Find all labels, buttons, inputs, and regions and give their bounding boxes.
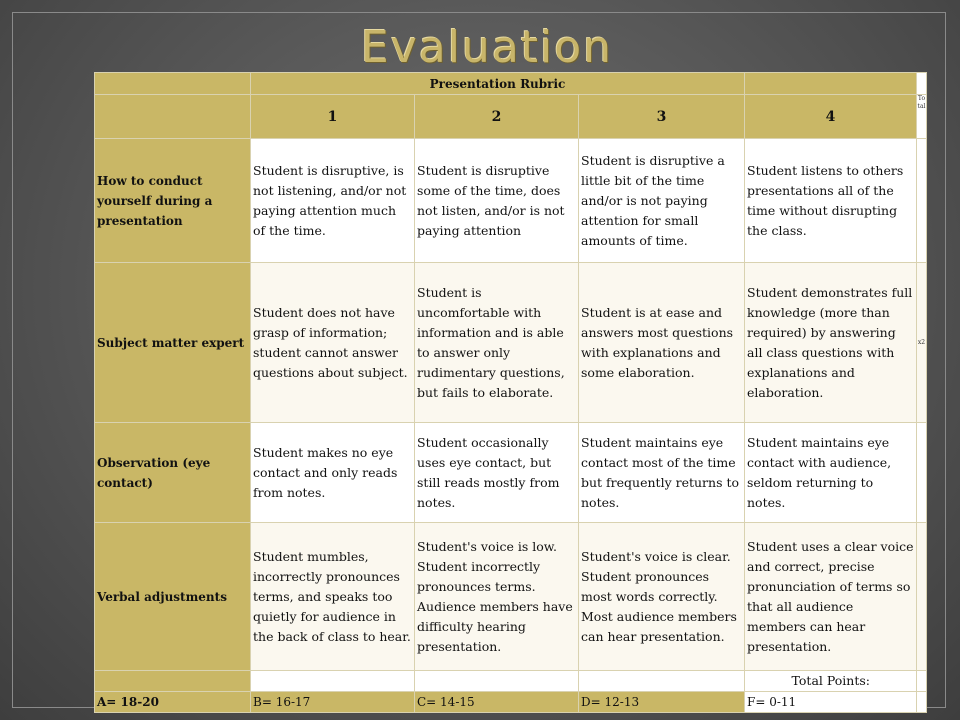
total-row-blank bbox=[415, 671, 579, 692]
rubric-cell: Student is disruptive some of the time, does not listen, and/or is not paying attention bbox=[415, 139, 579, 263]
total-points-value bbox=[917, 671, 927, 692]
rubric-cell: Student demonstrates full knowledge (more than required) by answering all class questions with explanations and elaboration. bbox=[745, 263, 917, 423]
total-row-label-cell bbox=[95, 671, 251, 692]
row-total-cell bbox=[917, 423, 927, 523]
level-header: 2 bbox=[415, 95, 579, 139]
row-total-cell bbox=[917, 139, 927, 263]
levels-corner-cell bbox=[95, 95, 251, 139]
rubric-cell: Student is disruptive, is not listening, and/or not paying attention much of the time. bbox=[251, 139, 415, 263]
grade-scale-b: B= 16-17 bbox=[251, 692, 415, 713]
rubric-cell: Student maintains eye contact most of the time but frequently returns to notes. bbox=[579, 423, 745, 523]
grade-scale-a: A= 18-20 bbox=[95, 692, 251, 713]
level-header: 3 bbox=[579, 95, 745, 139]
grade-scale-blank bbox=[917, 692, 927, 713]
rubric-table bbox=[94, 72, 927, 713]
header-blank-cell bbox=[745, 73, 917, 95]
total-row-blank bbox=[579, 671, 745, 692]
header-total-blank bbox=[917, 73, 927, 95]
criterion-label: How to conduct yourself during a presentation bbox=[95, 139, 251, 263]
rubric-cell: Student uses a clear voice and correct, precise pronunciation of terms so that all audience members can hear presentation. bbox=[745, 523, 917, 671]
rubric-cell: Student maintains eye contact with audience, seldom returning to notes. bbox=[745, 423, 917, 523]
rubric-cell: Student's voice is low. Student incorrectly pronounces terms. Audience members have difficulty hearing presentation. bbox=[415, 523, 579, 671]
criterion-label: Verbal adjustments bbox=[95, 523, 251, 671]
grade-scale-f: F= 0-11 bbox=[745, 692, 917, 713]
total-points-label: Total Points: bbox=[745, 671, 917, 692]
rubric-cell: Student listens to others presentations all of the time without disrupting the class. bbox=[745, 139, 917, 263]
slide-title: Evaluation bbox=[360, 22, 614, 73]
grade-scale-d: D= 12-13 bbox=[579, 692, 745, 713]
rubric-title: Presentation Rubric bbox=[251, 73, 745, 95]
total-row-blank bbox=[251, 671, 415, 692]
rubric-cell: Student mumbles, incorrectly pronounces terms, and speaks too quietly for audience in the back of class to hear. bbox=[251, 523, 415, 671]
rubric-cell: Student is at ease and answers most questions with explanations and some elaboration. bbox=[579, 263, 745, 423]
grade-scale-c: C= 14-15 bbox=[415, 692, 579, 713]
rubric-cell: Student does not have grasp of information; student cannot answer questions about subject. bbox=[251, 263, 415, 423]
level-header: 4 bbox=[745, 95, 917, 139]
criterion-label: Observation (eye contact) bbox=[95, 423, 251, 523]
rubric-cell: Student makes no eye contact and only reads from notes. bbox=[251, 423, 415, 523]
rubric-cell: Student is disruptive a little bit of the time and/or is not paying attention for small amounts of time. bbox=[579, 139, 745, 263]
row-total-cell: x2 bbox=[917, 263, 927, 423]
rubric-cell: Student is uncomfortable with information and is able to answer only rudimentary questions, but fails to elaborate. bbox=[415, 263, 579, 423]
header-corner-cell bbox=[95, 73, 251, 95]
criterion-label: Subject matter expert bbox=[95, 263, 251, 423]
rubric-cell: Student occasionally uses eye contact, but still reads mostly from notes. bbox=[415, 423, 579, 523]
level-header: 1 bbox=[251, 95, 415, 139]
row-total-cell bbox=[917, 523, 927, 671]
rubric-cell: Student's voice is clear. Student pronounces most words correctly. Most audience members can hear presentation. bbox=[579, 523, 745, 671]
total-column-header: Total bbox=[917, 95, 927, 139]
